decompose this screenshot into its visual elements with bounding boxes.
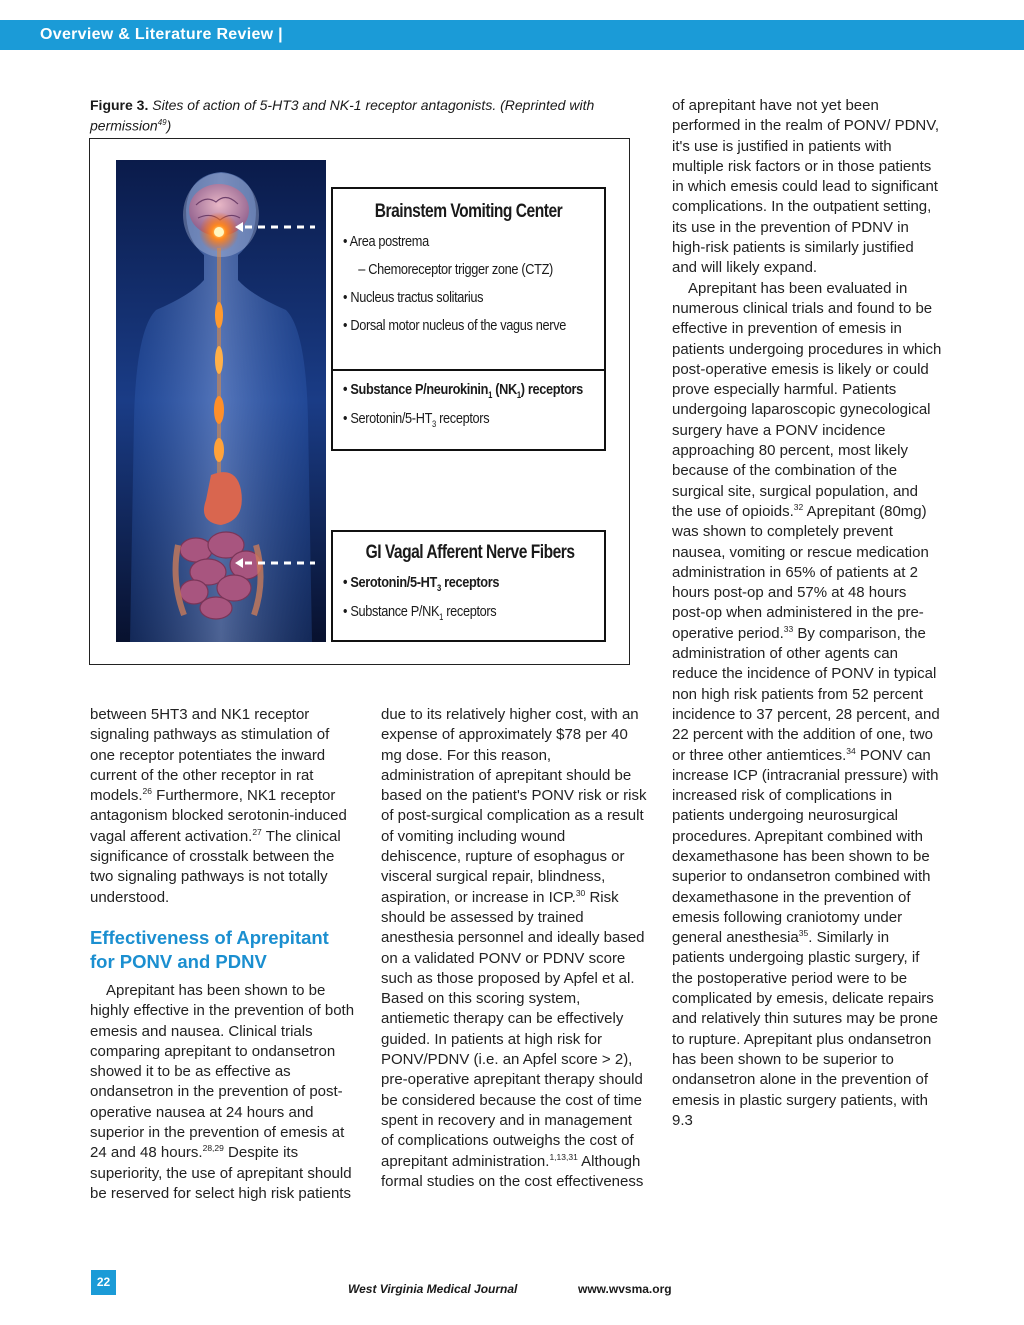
- figure-caption-ref: 49: [157, 118, 167, 127]
- figure-caption: [90, 97, 630, 135]
- anatomy-illustration: [116, 160, 326, 642]
- column-2: [381, 705, 647, 1192]
- section-title: Overview & Literature Review |: [40, 26, 283, 43]
- paragraph: Aprepitant has been shown to be highly effective in the prevention of both emesis and nausea. Clinical trials comparing aprepitant to ondansetron showed it to be as effective as ondansetron in the prevention of post-operative nausea at 24 hours and superior in the prevention of emesis at 24 and 48 hours.$^{28,29}$ Despite its superiority, the use of aprepitant should be reserved for select high risk patients: [90, 981, 355, 1202]
- receptor-item-nk1: • Substance P/neurokinin$_1$ $(NK_1)$ receptors: [343, 381, 583, 400]
- figure-caption-text: Sites of action of 5-HT3 and NK-1 receptor antagonists. (Reprinted with permission: [90, 97, 595, 134]
- brainstem-item: • Dorsal motor nucleus of the vagus nerve: [343, 317, 566, 334]
- gi-title: GI Vagal Afferent Nerve Fibers: [365, 542, 575, 563]
- page-number: 22: [91, 1270, 116, 1295]
- brainstem-box: [331, 187, 606, 371]
- gi-box: [331, 530, 606, 642]
- paragraph: of aprepitant have not yet been performed in the realm of PONV/ PDNV, it's use is justified in patients with multiple risk factors or in those patients in which emesis could lead to significant complications. In the outpatient setting, its use in the prevention of PDNV in high-risk patients is similarly justified and will likely expand.: [672, 97, 940, 277]
- column-3: [672, 96, 942, 1131]
- journal-url[interactable]: www.wvsma.org: [578, 1282, 672, 1296]
- paragraph: due to its relatively higher cost, with an expense of approximately $78 per 40 mg dose. For this reason, administration of aprepitant should be based on the patient's PONV risk or risk of post-surgical complication as a result of vomiting including wound dehiscence, rupture of esophagus or visceral surgical repair, blindness, aspiration, or increase in ICP.$^{30}$ Risk should be assessed by trained anesthesia personnel and ideally based on a validated PONV or PDNV score such as those proposed by Apfel et al. Based on this scoring system, antiemetic therapy can be effectively guided. In patients at high risk for PONV/PDNV (i.e. an Apfel score > 2), pre-operative aprepitant therapy should be considered because the cost of time spent in recovery and in management of complications outweighs the cost of aprepitant administration.$^{1,13,31}$ Although formal studies on the cost effectiveness: [381, 706, 647, 1190]
- gi-item-nk1: • Substance $P/NK_1$ receptors: [343, 603, 497, 622]
- receptor-item-5ht3: • Serotonin/$5-HT_3$ receptors: [343, 410, 490, 429]
- header-bar: [0, 20, 1024, 50]
- receptor-box: [331, 369, 606, 451]
- journal-name: West Virginia Medical Journal: [348, 1282, 518, 1296]
- brainstem-title: Brainstem Vomiting Center: [374, 201, 563, 222]
- gi-item-5ht3: • Serotonin/$5-HT_3$ receptors: [343, 574, 500, 593]
- brainstem-item: – Chemoreceptor trigger zone (CTZ): [358, 261, 553, 278]
- brainstem-item: • Nucleus tractus solitarius: [343, 289, 484, 306]
- brainstem-item: • Area postrema: [343, 233, 429, 250]
- arrow-left-icon: [235, 558, 315, 568]
- paragraph: between 5HT3 and NK1 receptor signaling pathways as stimulation of one receptor potentiates the inward current of the other receptor in rat models.$^{26}$ Furthermore, NK1 receptor antagonism blocked serotonin-induced vagal afferent activation.$^{27}$ The clinical significance of crosstalk between the two signaling pathways is not totally understood.: [90, 706, 347, 906]
- figure-3: [89, 138, 630, 665]
- column-1: [90, 705, 356, 1204]
- paragraph: Aprepitant has been evaluated in numerous clinical trials and found to be effective in prevention of emesis in patients undergoing procedures in which post-operative emesis is likely or could prove especially harmful. Patients undergoing laparoscopic gynecological surgery have a PONV incidence approaching 80 percent, most likely because of the combination of the surgical site, surgical population, and the use of opioids.$^{32}$ Aprepitant (80mg) was shown to completely prevent nausea, vomiting or rescue medication administration in 65% of patients at 2 hours post-op and 57% at 48 hours post-op when administered in the pre-operative period.$^{33}$ By comparison, the administration of other agents can reduce the incidence of PONV in typical non high risk patients from 52 percent incidence to 37 percent, 28 percent, and 22 percent with the addition of one, two or three other antiemtices.$^{34}$ PONV can increase ICP (intracranial pressure) with increased risk of complications in patients undergoing neurosurgical procedures. Aprepitant combined with dexamethasone has been shown to be superior to ondansetron combined with dexamethasone in the prevention of emesis following craniotomy under general anesthesia$^{35}$. Similarly in patients undergoing plastic surgery, if the postoperative period were to be complicated by emesis, delicate repairs and relatively thin sutures may be prone to rupture. Aprepitant plus ondansetron has been shown to be superior to ondansetron alone in the prevention of emesis in plastic surgery patients, with 9.3: [672, 279, 942, 1129]
- section-heading: Effectiveness of Aprepitant for PONV and PDNV: [90, 926, 329, 972]
- figure-caption-end: ): [166, 117, 172, 134]
- figure-caption-label: Figure 3.: [90, 97, 149, 113]
- arrow-left-icon: [235, 222, 315, 232]
